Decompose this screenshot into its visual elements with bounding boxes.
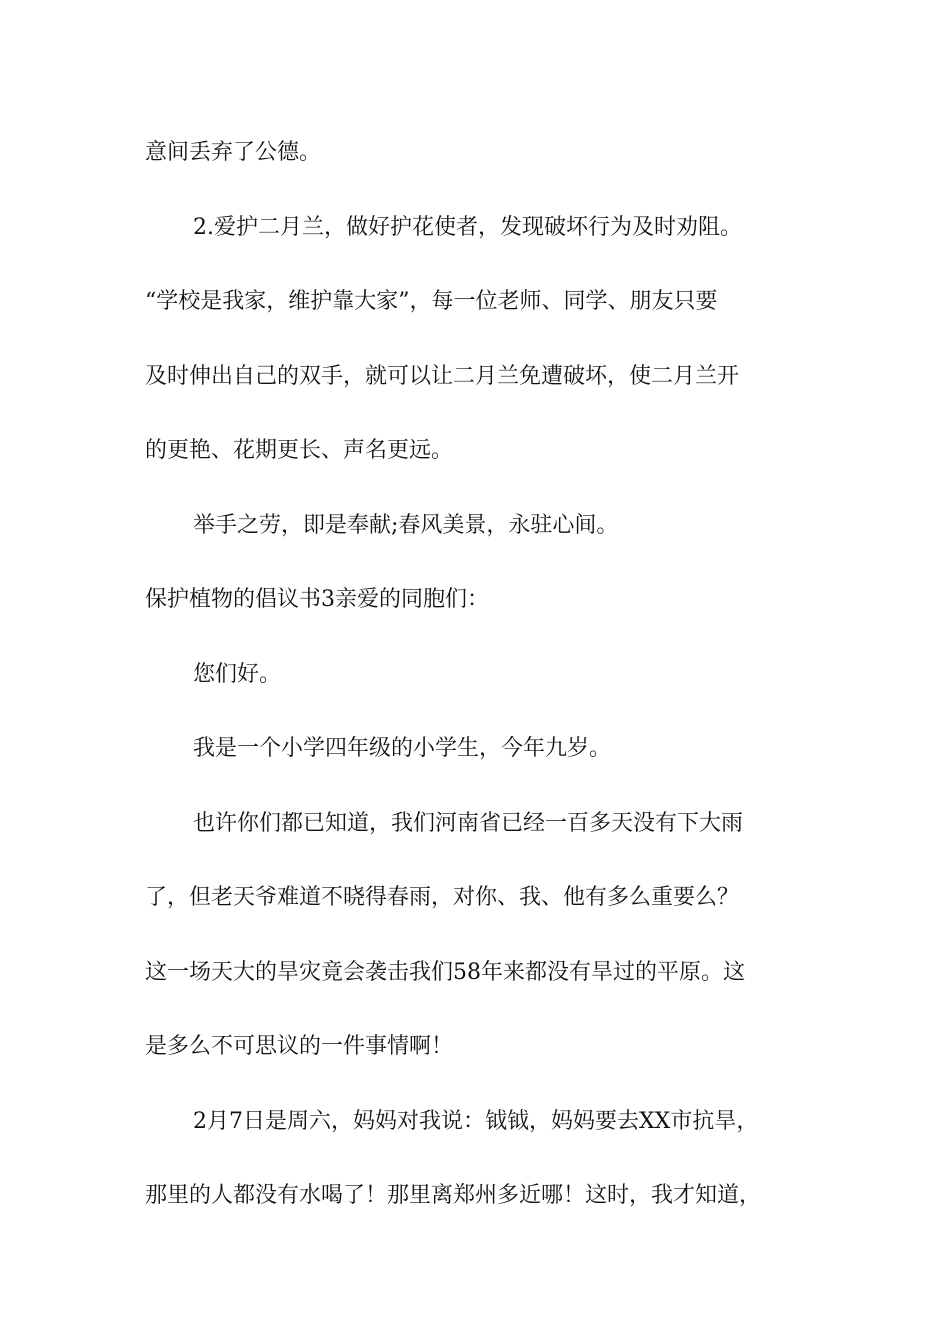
text-line: 也许你们都已知道，我们河南省已经一百多天没有下大雨	[193, 811, 744, 836]
text-line: 2月7日是周六，妈妈对我说：钺钺，妈妈要去XX市抗旱，	[193, 1109, 759, 1134]
text-line: 2.爱护二月兰，做好护花使者，发现破坏行为及时劝阻。	[193, 215, 742, 240]
text-line: 您们好。	[193, 662, 282, 687]
text-line: 保护植物的倡议书3亲爱的同胞们：	[145, 587, 489, 612]
text-line: 及时伸出自己的双手，就可以让二月兰免遭破坏，使二月兰开	[145, 364, 740, 389]
text-line: 我是一个小学四年级的小学生，今年九岁。	[193, 736, 612, 761]
text-line: 的更艳、花期更长、声名更远。	[145, 438, 454, 463]
text-line: 举手之劳，即是奉献;春风美景，永驻心间。	[193, 513, 619, 538]
text-line: 那里的人都没有水喝了！那里离郑州多近哪！这时，我才知道，	[145, 1183, 762, 1208]
text-line: 这一场天大的旱灾竟会袭击我们58年来都没有旱过的平原。这	[145, 960, 745, 985]
text-line: 意间丢弃了公德。	[145, 140, 322, 165]
text-line: 了，但老天爷难道不晓得春雨，对你、我、他有多么重要么？	[145, 885, 740, 910]
text-line: “学校是我家，维护靠大家”，每一位老师、同学、朋友只要	[145, 289, 718, 314]
text-line: 是多么不可思议的一件事情啊！	[145, 1034, 454, 1059]
